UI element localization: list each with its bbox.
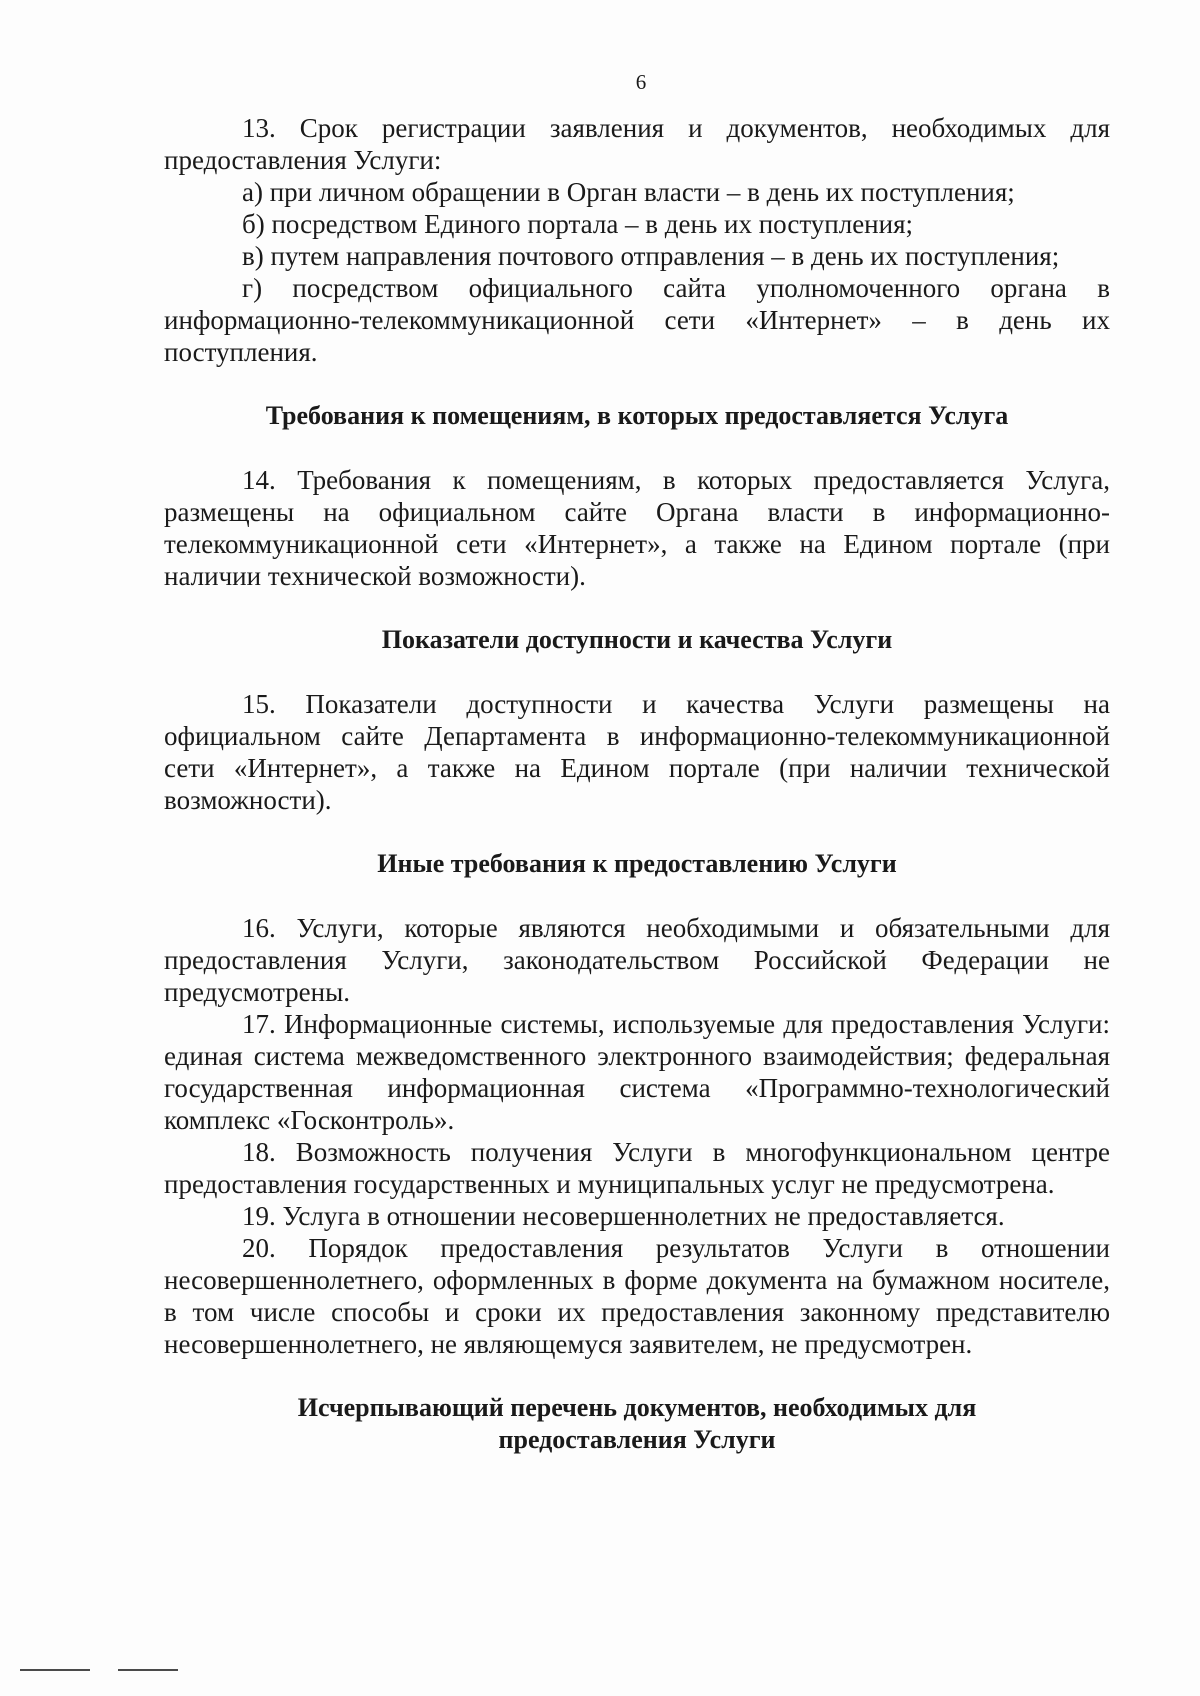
scan-artifact-line-left (20, 1669, 90, 1671)
scan-artifact-line-right (118, 1669, 178, 1671)
paragraph-14: 14. Требования к помещениям, в которых предоставляется Услуга, размещены на официальном сайте Органа власти в информационно-телекоммуникационной сети «Интернет», а также на Едином портале (при наличии технической возможности). (164, 465, 1110, 591)
paragraph-15: 15. Показатели доступности и качества Услуги размещены на официальном сайте Департамента в информационно-телекоммуникационной сети «Интернет», а также на Едином портале (при наличии технической возможности). (164, 689, 1110, 815)
heading-premises-requirements: Требования к помещениям, в которых предоставляется Услуга (265, 401, 1009, 430)
paragraph-16: 16. Услуги, которые являются необходимыми и обязательными для предоставления Услуги, законодательством Российской Федерации не предусмотрены. (164, 913, 1110, 1007)
paragraph-20: 20. Порядок предоставления результатов Услуги в отношении несовершеннолетнего, оформленных в форме документа на бумажном носителе, в том числе способы и сроки их предоставления законному представителю несовершеннолетнего, не являющемуся заявителем, не предусмотрен. (164, 1233, 1110, 1359)
paragraph-13-item-d: г) посредством официального сайта уполномоченного органа в информационно-телекоммуникационной сети «Интернет» – в день их поступления. (164, 273, 1110, 367)
heading-documents-line-2: предоставления Услуги (498, 1425, 776, 1454)
heading-other-requirements: Иные требования к предоставлению Услуги (377, 849, 897, 878)
heading-quality-indicators: Показатели доступности и качества Услуги (381, 625, 893, 654)
page-number: 6 (635, 70, 647, 94)
paragraph-13-intro: 13. Срок регистрации заявления и документов, необходимых для предоставления Услуги: (164, 113, 1110, 175)
paragraph-19: 19. Услуга в отношении несовершеннолетних не предоставляется. (242, 1201, 1005, 1231)
paragraph-13-item-c: в) путем направления почтового отправления – в день их поступления; (242, 241, 1060, 271)
paragraph-17: 17. Информационные системы, используемые для предоставления Услуги: единая система межведомственного электронного взаимодействия; федеральная государственная информационная система «Программно-технологический комплекс «Госконтроль». (164, 1009, 1110, 1135)
paragraph-18: 18. Возможность получения Услуги в многофункциональном центре предоставления государственных и муниципальных услуг не предусмотрена. (164, 1137, 1110, 1199)
heading-documents-list (164, 1392, 1110, 1456)
paragraph-13-item-a: а) при личном обращении в Орган власти – в день их поступления; (242, 177, 1015, 207)
document-body (164, 112, 1110, 1456)
paragraph-13-item-b: б) посредством Единого портала – в день их поступления; (242, 209, 914, 239)
heading-documents-line-1: Исчерпывающий перечень документов, необходимых для (297, 1393, 977, 1422)
